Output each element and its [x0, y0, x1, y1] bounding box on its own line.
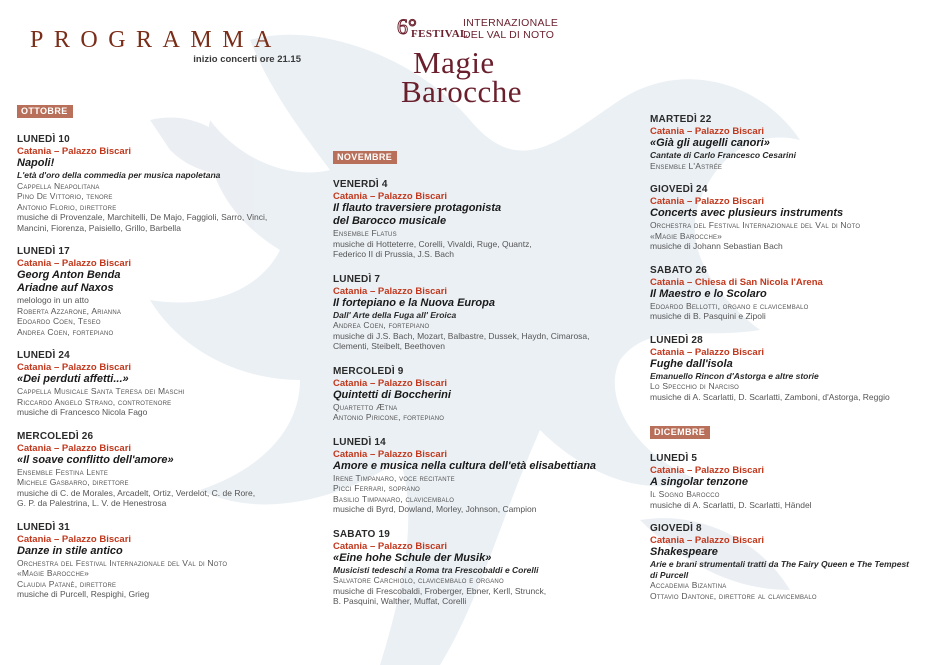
- event-venue: Catania – Palazzo Biscari: [333, 448, 448, 460]
- event-detail: Orchestra del Festival Internazionale del Val di Noto: [17, 557, 228, 568]
- event-detail: musiche di Byrd, Dowland, Morley, Johnson, Campion: [333, 504, 537, 514]
- logo-line2: DEL VAL DI NOTO: [463, 29, 555, 41]
- event-detail: Orchestra del Festival Internazionale del Val di Noto: [650, 220, 861, 230]
- logo-name2: Barocche: [401, 74, 523, 109]
- event-subtitle: Emanuello Rincon d'Astorga e altre storie: [650, 370, 819, 381]
- event-title: Concerts avec plusieurs instruments: [650, 207, 844, 219]
- event-detail: musiche di J.S. Bach, Mozart, Balbastre, Dussek, Haydn, Cimarosa,: [333, 330, 590, 341]
- page-title: PROGRAMMA: [30, 27, 282, 53]
- event-detail: B. Pasquini, Walther, Muffat, Corelli: [333, 596, 467, 606]
- event-detail: «Magie Barocche»: [650, 230, 723, 241]
- event-date: SABATO 19: [333, 528, 391, 540]
- event-detail: Salvatore Carchiolo, clavicembalo e organo: [333, 575, 504, 585]
- event-date: MERCOLEDÌ 9: [333, 365, 404, 377]
- event-item: [17, 350, 307, 418]
- event-subtitle: L'età d'oro della commedia per musica napoletana: [17, 170, 221, 180]
- event-date: LUNEDÌ 14: [333, 436, 386, 448]
- event-title: A singolar tenzone: [650, 476, 748, 488]
- event-date: LUNEDÌ 28: [650, 334, 703, 346]
- event-detail: Ensemble L'Astrée: [650, 160, 723, 171]
- event-detail: «Magie Barocche»: [17, 568, 90, 578]
- month-label-ottobre: OTTOBRE: [17, 105, 73, 118]
- event-subtitle: Arie e brani strumentali tratti da The Fairy Queen e The Tempest: [650, 559, 910, 569]
- event-detail: musiche di B. Pasquini e Zipoli: [650, 311, 766, 321]
- event-detail: Ensemble Flatus: [333, 228, 397, 238]
- event-title: «Dei perduti affetti...»: [17, 373, 129, 385]
- header: [30, 26, 305, 66]
- logo-name1: Magie: [413, 45, 495, 80]
- event-item: [333, 437, 633, 515]
- event-detail: Basilio Timpanaro, clavicembalo: [333, 493, 455, 504]
- event-detail: musiche di Johann Sebastian Bach: [650, 241, 783, 251]
- event-detail: Edoardo Coen, Teseo: [17, 316, 101, 326]
- event-venue: Catania – Palazzo Biscari: [650, 126, 765, 137]
- event-detail: Michele Gasbarro, direttore: [17, 477, 129, 487]
- event-detail: Irene Timpanaro, voce recitante: [333, 472, 455, 483]
- event-venue: Catania – Palazzo Biscari: [650, 535, 765, 546]
- concert-time: inizio concerti ore 21.15: [193, 54, 301, 65]
- event-detail: musiche di A. Scarlatti, D. Scarlatti, Zamboni, d'Astorga, Reggio: [650, 391, 890, 402]
- event-date: LUNEDÌ 5: [650, 453, 698, 464]
- event-date: GIOVEDÌ 24: [650, 184, 708, 195]
- event-detail: Roberta Azzarone, Arianna: [17, 305, 122, 316]
- event-item: [650, 184, 935, 252]
- event-venue: Catania – Palazzo Biscari: [650, 346, 765, 358]
- column-ottobre: [17, 101, 307, 600]
- event-detail: Andrea Coen, fortepiano: [333, 320, 430, 330]
- event-item: [650, 265, 935, 322]
- column-novembre: [333, 147, 633, 607]
- event-title: Georg Anton Benda: [17, 269, 121, 281]
- event-item: [650, 453, 935, 510]
- event-venue: Catania – Palazzo Biscari: [650, 465, 765, 476]
- event-item: [17, 522, 307, 600]
- festival-logo: [395, 13, 575, 113]
- event-title: «Già gli augelli canori»: [650, 137, 770, 149]
- event-date: LUNEDÌ 7: [333, 273, 381, 285]
- event-detail: Antonio Florio, direttore: [17, 201, 117, 212]
- event-date: LUNEDÌ 31: [17, 521, 70, 533]
- event-item: [650, 523, 935, 601]
- event-subtitle-line2: di Purcell: [650, 569, 689, 580]
- event-venue: Catania – Palazzo Biscari: [17, 258, 132, 269]
- event-detail: Quartetto Ætna: [333, 401, 398, 412]
- event-title: Danze in stile antico: [17, 544, 123, 557]
- event-detail: Picci Ferrari, soprano: [333, 483, 421, 493]
- event-venue: Catania – Palazzo Biscari: [333, 191, 448, 202]
- event-title: Amore e musica nella cultura dell'età elisabettiana: [333, 459, 597, 472]
- event-detail: musiche di Hotteterre, Corelli, Vivaldi, Ruge, Quantz,: [333, 238, 532, 249]
- logo-festival: FESTIVAL: [411, 28, 468, 40]
- event-subtitle: Cantate di Carlo Francesco Cesarini: [650, 150, 796, 160]
- event-item: [17, 246, 307, 337]
- event-detail: Riccardo Angelo Strano, controtenore: [17, 396, 172, 407]
- event-item: [333, 529, 633, 607]
- event-detail: Federico II di Prussia, J.S. Bach: [333, 249, 454, 259]
- event-detail: musiche di Purcell, Respighi, Grieg: [17, 589, 150, 599]
- event-detail: Clementi, Steibelt, Beethoven: [333, 341, 445, 351]
- event-detail: Lo Specchio di Narciso: [650, 381, 740, 391]
- event-detail: Claudia Patanè, direttore: [17, 578, 117, 589]
- event-detail: Mancini, Fiorenza, Paisiello, Grillo, Barbella: [17, 222, 181, 233]
- event-detail: musiche di Frescobaldi, Froberger, Ebner, Kerll, Strunck,: [333, 585, 547, 596]
- event-detail: Andrea Coen, fortepiano: [17, 326, 114, 337]
- event-date: VENERDÌ 4: [333, 179, 388, 190]
- event-venue: Catania – Palazzo Biscari: [333, 540, 448, 552]
- event-title: Il flauto traversiere protagonista: [333, 202, 502, 214]
- event-detail: Ottavio Dantone, direttore al clavicembalo: [650, 590, 817, 601]
- event-title: Quintetti di Boccherini: [333, 388, 451, 401]
- event-date: MERCOLEDÌ 26: [17, 430, 94, 442]
- event-detail: musiche di C. de Morales, Arcadelt, Ortiz, Verdelot, C. de Rore,: [17, 487, 256, 498]
- event-item: [17, 134, 307, 233]
- event-title: Il fortepiano e la Nuova Europa: [333, 296, 495, 309]
- event-title: «Il soave conflitto dell'amore»: [17, 453, 174, 466]
- event-title: «Eine hohe Schule der Musik»: [333, 551, 492, 564]
- event-detail: Cappella Neapolitana: [17, 180, 100, 191]
- event-subtitle: Musicisti tedeschi a Roma tra Frescobaldi e Corelli: [333, 564, 539, 575]
- event-detail: G. P. da Palestrina, L. V. de Henestrosa: [17, 498, 167, 508]
- event-venue: Catania – Palazzo Biscari: [17, 533, 132, 545]
- month-label-dicembre: DICEMBRE: [650, 426, 710, 439]
- event-detail: musiche di A. Scarlatti, D. Scarlatti, Händel: [650, 499, 812, 510]
- event-venue: Catania – Palazzo Biscari: [17, 146, 132, 157]
- event-detail: Antonio Piricone, fortepiano: [333, 412, 445, 422]
- event-venue: Catania – Chiesa di San Nicola l'Arena: [650, 276, 823, 288]
- event-subtitle: Dall' Arte della Fuga all' Eroica: [333, 309, 457, 320]
- month-label-novembre: NOVEMBRE: [333, 151, 397, 164]
- event-item: [17, 431, 307, 509]
- event-title-line2: del Barocco musicale: [333, 215, 447, 227]
- event-venue: Catania – Palazzo Biscari: [650, 196, 765, 207]
- event-detail: musiche di Provenzale, Marchitelli, De Majo, Faggioli, Sarro, Vinci,: [17, 212, 268, 222]
- logo-line1: INTERNAZIONALE: [463, 17, 559, 29]
- event-venue: Catania – Palazzo Biscari: [333, 285, 448, 297]
- events-dicembre: [650, 453, 935, 601]
- event-item: [333, 274, 633, 352]
- event-detail: melologo in un atto: [17, 295, 89, 305]
- event-detail: Ensemble Festina Lente: [17, 466, 109, 477]
- event-date: LUNEDÌ 17: [17, 246, 70, 257]
- event-item: [650, 114, 935, 171]
- event-title: Il Maestro e lo Scolaro: [650, 287, 767, 300]
- event-venue: Catania – Palazzo Biscari: [17, 362, 132, 373]
- event-detail: Il Sogno Barocco: [650, 489, 720, 499]
- event-venue: Catania – Palazzo Biscari: [333, 377, 448, 389]
- event-item: [333, 366, 633, 423]
- event-title-line2: Ariadne auf Naxos: [17, 282, 114, 294]
- event-date: LUNEDÌ 24: [17, 350, 70, 361]
- events-novembre: [333, 179, 633, 607]
- event-title: Fughe dall'isola: [650, 357, 733, 370]
- event-item: [333, 179, 633, 260]
- event-detail: musiche di Francesco Nicola Fago: [17, 407, 148, 417]
- column-novembre-cont: [650, 114, 935, 601]
- event-title: Napoli!: [17, 157, 55, 169]
- event-title: Shakespeare: [650, 546, 718, 558]
- event-date: LUNEDÌ 10: [17, 134, 70, 145]
- events-novembre2: [650, 114, 935, 402]
- event-detail: Accademia Bizantina: [650, 580, 727, 590]
- event-detail: Pino De Vittorio, tenore: [17, 191, 113, 201]
- event-detail: Cappella Musicale Santa Teresa dei Maschi: [17, 386, 185, 396]
- event-date: MARTEDÌ 22: [650, 114, 712, 125]
- event-date: GIOVEDÌ 8: [650, 523, 702, 534]
- event-item: [650, 335, 935, 403]
- event-date: SABATO 26: [650, 264, 708, 276]
- events-ottobre: [17, 134, 307, 600]
- event-detail: Edoardo Bellotti, organo e clavicembalo: [650, 300, 809, 311]
- event-venue: Catania – Palazzo Biscari: [17, 442, 132, 454]
- logo-edition: 6°: [397, 14, 417, 39]
